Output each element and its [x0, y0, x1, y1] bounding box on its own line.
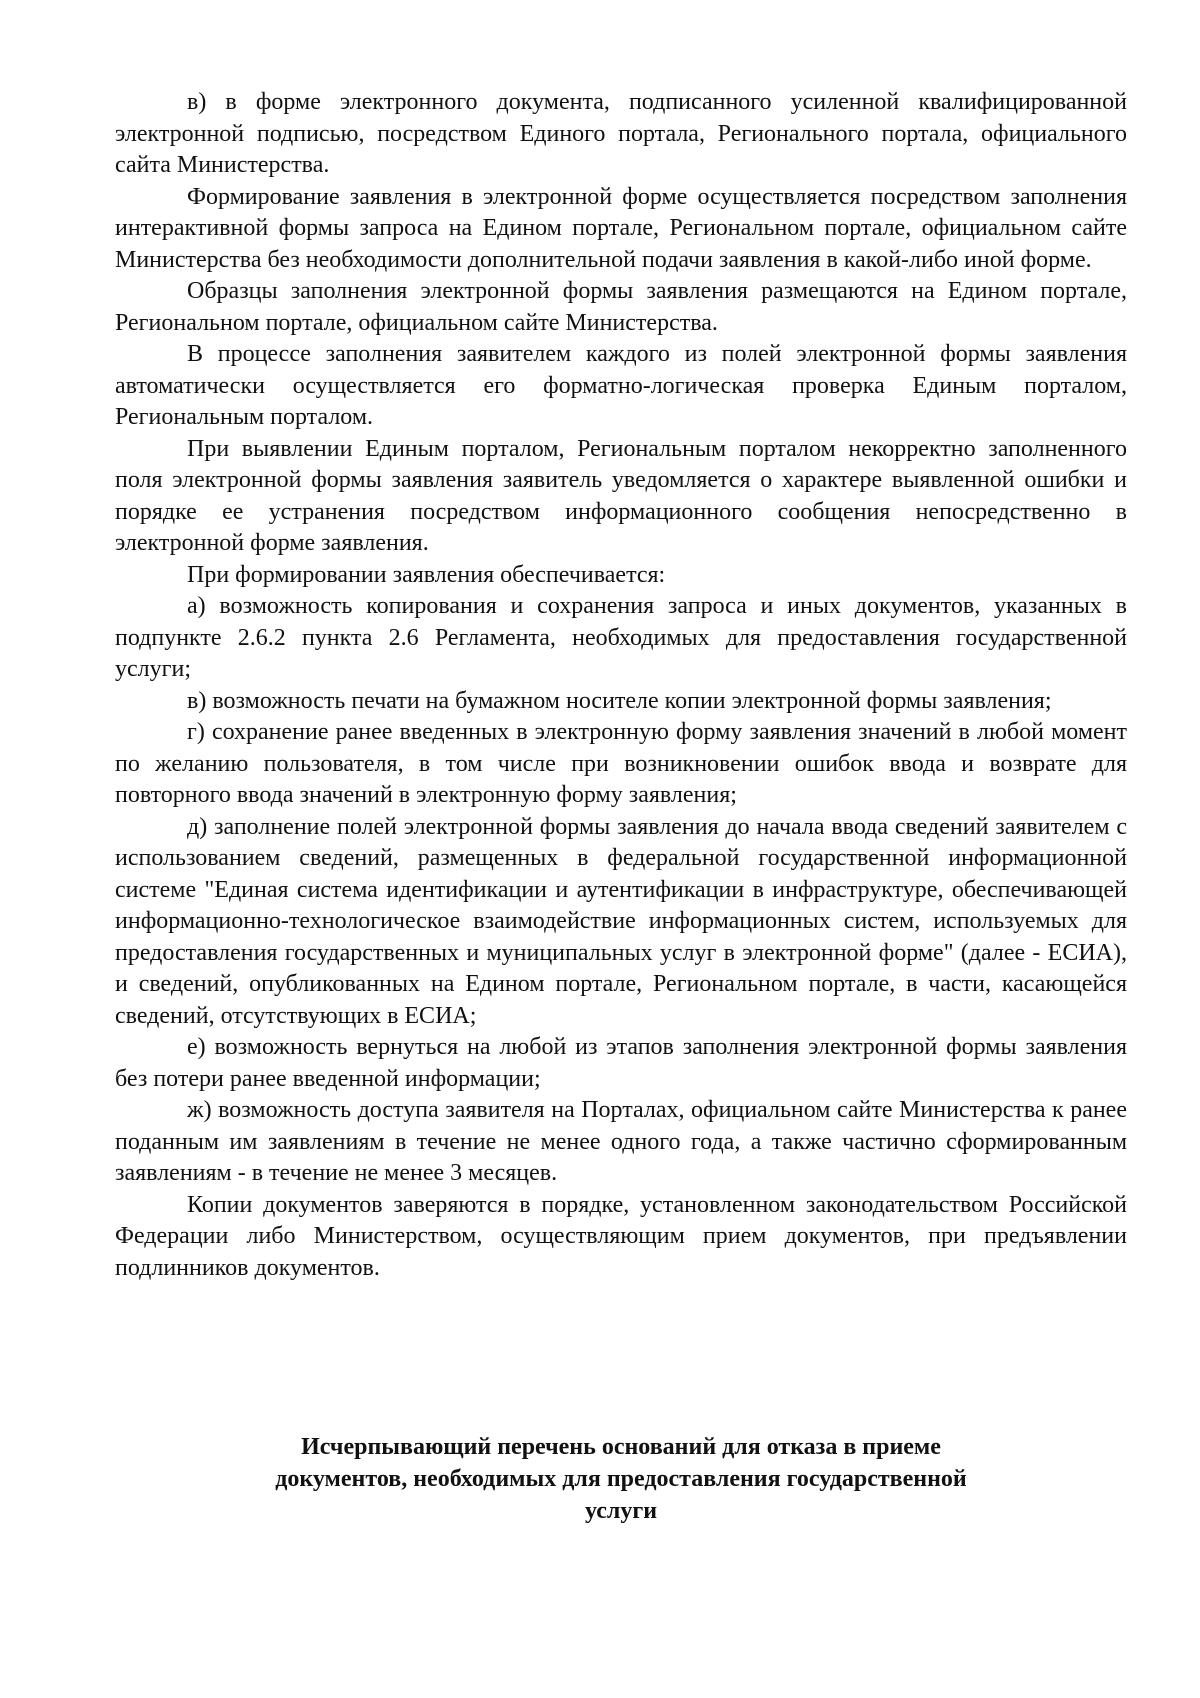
- list-item-a-copying: а) возможность копирования и сохранения запроса и иных документов, указанных в подпункте 2.6.2 пункта 2.6 Регламента, необходимых для предоставления государственной услуги;: [115, 593, 1127, 682]
- list-item-e-return-to-step: е) возможность вернуться на любой из этапов заполнения электронной формы заявления без потери ранее введенной информации;: [115, 1034, 1127, 1092]
- section-heading-line-1: Исчерпывающий перечень оснований для отказа в приеме: [301, 1434, 941, 1460]
- section-heading-line-2: документов, необходимых для предоставления государственной: [275, 1466, 967, 1492]
- section-heading-line-3: услуги: [584, 1498, 658, 1524]
- section-heading: [115, 1431, 1127, 1527]
- list-item-zh-access: ж) возможность доступа заявителя на Порталах, официальном сайте Министерства к ранее поданным им заявлениям в течение не менее одного года, а также частично сформированным заявлениям - в течение не менее 3 месяцев.: [115, 1097, 1127, 1186]
- paragraph-provisions-intro: При формировании заявления обеспечивается:: [187, 561, 666, 588]
- list-item-d-esia-autofill: д) заполнение полей электронной формы заявления до начала ввода сведений заявителем с использованием сведений, размещенных в федеральной государственной информационной системе "Единая система идентификации и аутентификации в инфраструктуре, обеспечивающей информационно-технологическое взаимодействие информационных систем, используемых для предоставления государственных и муниципальных услуг в электронной форме" (далее - ЕСИА), и сведений, опубликованных на Едином портале, Региональном портале, в части, касающейся сведений, отсутствующих в ЕСИА;: [115, 813, 1127, 1029]
- paragraph-electronic-signature: в) в форме электронного документа, подписанного усиленной квалифицированной электронной подписью, посредством Единого портала, Регионального портала, официального сайта Министерства.: [115, 89, 1127, 178]
- list-item-v-printing: в) возможность печати на бумажном носителе копии электронной формы заявления;: [187, 687, 1052, 714]
- paragraph-format-check: В процессе заполнения заявителем каждого из полей электронной формы заявления автоматически осуществляется его форматно-логическая проверка Единым порталом, Региональным порталом.: [115, 341, 1127, 430]
- paragraph-form-samples: Образцы заполнения электронной формы заявления размещаются на Едином портале, Региональном портале, официальном сайте Министерства.: [115, 278, 1127, 336]
- document-body: [115, 87, 1127, 1284]
- paragraph-error-notification: При выявлении Единым порталом, Региональным порталом некорректно заполненного поля электронной формы заявления заявитель уведомляется о характере выявленной ошибки и порядке ее устранения посредством информационного сообщения непосредственно в электронной форме заявления.: [115, 435, 1127, 556]
- paragraph-form-generation: Формирование заявления в электронной форме осуществляется посредством заполнения интерактивной формы запроса на Едином портале, Региональном портале, официальном сайте Министерства без необходимости дополнительной подачи заявления в какой-либо иной форме.: [115, 183, 1127, 273]
- paragraph-copies-certification: Копии документов заверяются в порядке, установленном законодательством Российской Федерации либо Министерством, осуществляющим прием документов, при предъявлении подлинников документов.: [115, 1191, 1127, 1281]
- list-item-g-saving: г) сохранение ранее введенных в электронную форму заявления значений в любой момент по желанию пользователя, в том числе при возникновении ошибок ввода и возврате для повторного ввода значений в электронную форму заявления;: [115, 719, 1127, 808]
